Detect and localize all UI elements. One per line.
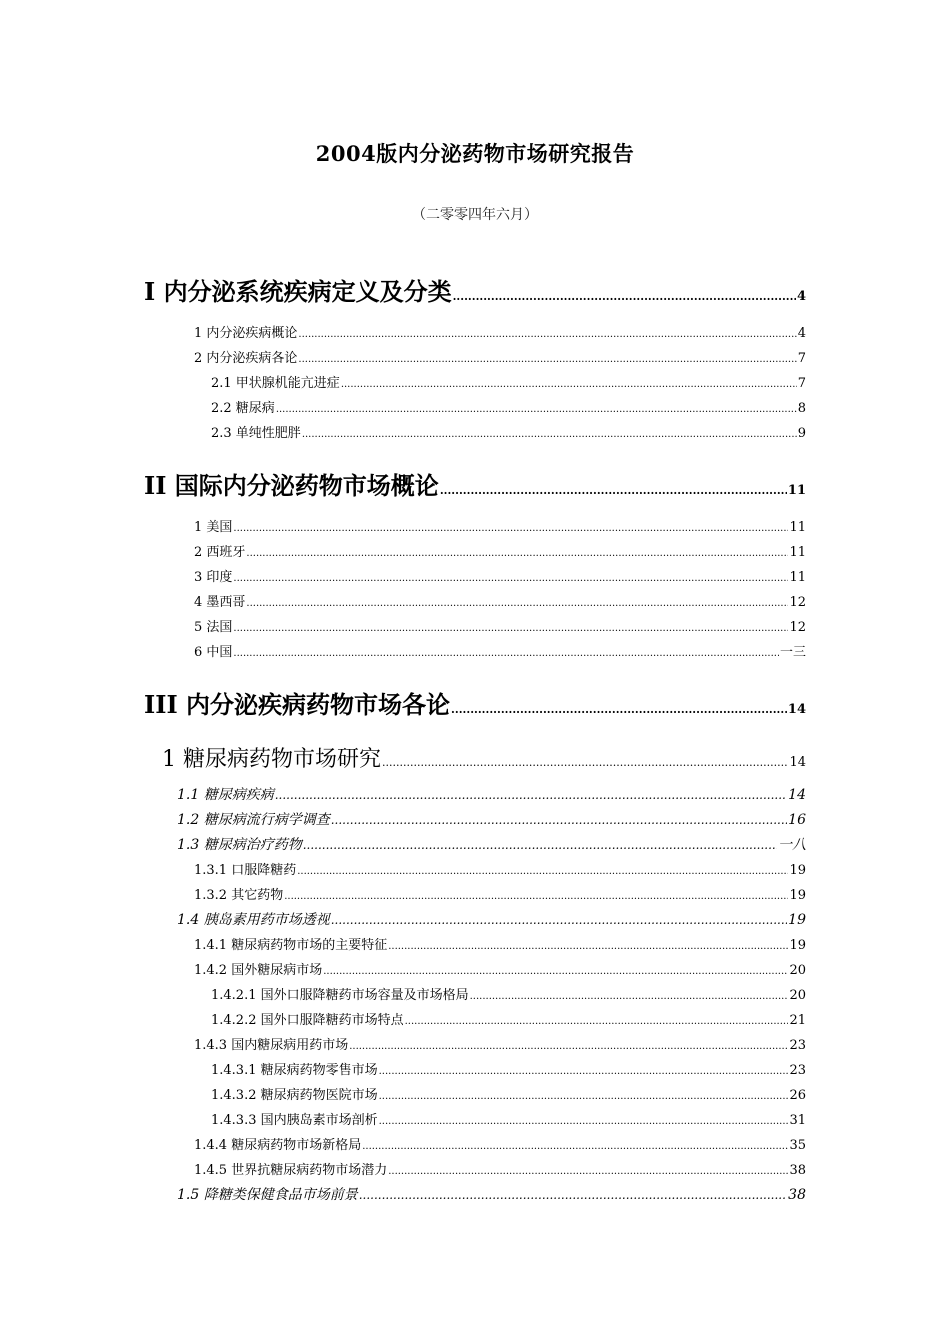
toc-entry[interactable] — [194, 322, 806, 341]
toc-dot-leader — [298, 354, 796, 365]
toc-page-number: 38 — [789, 1163, 806, 1178]
toc-entry-label: 5 法国 — [194, 620, 233, 635]
toc-page-number: 26 — [789, 1088, 806, 1103]
toc-entry-label: 4 墨西哥 — [194, 595, 246, 610]
toc-page-number: 21 — [789, 1013, 806, 1028]
toc-entry-label: 2.1 甲状腺机能亢进症 — [211, 376, 340, 391]
toc-page-number: 11 — [789, 570, 806, 585]
toc-page-number: 19 — [789, 863, 806, 878]
toc-entry[interactable] — [144, 272, 806, 307]
toc-dot-leader — [379, 1116, 789, 1127]
toc-dot-leader — [233, 623, 788, 634]
toc-dot-leader — [388, 941, 788, 952]
toc-dot-leader — [331, 913, 787, 927]
toc-page-number: 11 — [789, 545, 806, 560]
toc-entry[interactable] — [194, 591, 806, 610]
toc-dot-leader — [359, 1188, 787, 1202]
toc-entry[interactable] — [211, 1084, 806, 1103]
toc-page-number: 9 — [797, 426, 806, 441]
toc-dot-leader — [451, 703, 787, 716]
toc-page-number: 14 — [787, 702, 806, 717]
toc-entry-label: 1.3 糖尿病治疗药物 — [177, 837, 302, 853]
toc-dot-leader — [303, 838, 777, 852]
toc-entry-label: 1.4.3 国内糖尿病用药市场 — [194, 1038, 349, 1053]
toc-entry-label: 1.4.1 糖尿病药物市场的主要特征 — [194, 938, 388, 953]
toc-entry[interactable] — [194, 347, 806, 366]
toc-entry[interactable] — [177, 834, 806, 854]
toc-page-number: 14 — [788, 787, 806, 803]
toc-entry-label: 2 西班牙 — [194, 545, 246, 560]
toc-entry-label: 1.1 糖尿病疾病 — [177, 787, 274, 803]
toc-entry-label: 1 美国 — [194, 520, 233, 535]
toc-entry-label: 1.3.2 其它药物 — [194, 888, 284, 903]
toc-entry[interactable] — [194, 541, 806, 560]
toc-entry[interactable] — [162, 742, 806, 773]
toc-entry[interactable] — [194, 1134, 806, 1153]
toc-entry[interactable] — [177, 1184, 806, 1204]
toc-dot-leader — [388, 1166, 788, 1177]
toc-dot-leader — [233, 573, 788, 584]
toc-entry-label: 1.4.2 国外糖尿病市场 — [194, 963, 323, 978]
toc-dot-leader — [323, 966, 788, 977]
toc-entry[interactable] — [211, 1059, 806, 1078]
toc-dot-leader — [440, 484, 787, 497]
toc-page-number: 23 — [789, 1038, 806, 1053]
toc-entry[interactable] — [177, 909, 806, 929]
toc-dot-leader — [341, 379, 797, 390]
toc-entry[interactable] — [211, 372, 806, 391]
toc-page-number: 一三 — [779, 645, 806, 660]
toc-dot-leader — [349, 1041, 788, 1052]
toc-entry-label: 6 中国 — [194, 645, 233, 660]
document-title: 2004版内分泌药物市场研究报告 — [315, 141, 635, 166]
toc-entry[interactable] — [194, 616, 806, 635]
toc-entry[interactable] — [194, 516, 806, 535]
toc-page-number: 20 — [789, 963, 806, 978]
toc-dot-leader — [405, 1016, 789, 1027]
toc-page-number: 4 — [796, 289, 806, 304]
toc-entry-label: 1.4.2.2 国外口服降糖药市场特点 — [211, 1013, 404, 1028]
toc-page-number: 11 — [789, 520, 806, 535]
toc-page-number: 31 — [789, 1113, 806, 1128]
toc-entry[interactable] — [194, 1159, 806, 1178]
toc-page-number: 38 — [788, 1187, 806, 1203]
toc-page-number: 16 — [788, 812, 806, 828]
toc-page-number: 8 — [797, 401, 806, 416]
toc-dot-leader — [382, 756, 788, 769]
toc-page-number: 19 — [788, 912, 806, 928]
toc-entry-label: III 内分泌疾病药物市场各论 — [144, 690, 451, 719]
toc-page-number: 19 — [789, 888, 806, 903]
toc-dot-leader — [453, 290, 796, 303]
toc-entry-label: 1.4.2.1 国外口服降糖药市场容量及市场格局 — [211, 988, 469, 1003]
toc-dot-leader — [276, 404, 797, 415]
toc-dot-leader — [246, 598, 788, 609]
toc-page-number: 19 — [789, 938, 806, 953]
toc-dot-leader — [298, 329, 796, 340]
toc-dot-leader — [302, 429, 797, 440]
toc-entry[interactable] — [194, 1034, 806, 1053]
toc-entry-label: 2.3 单纯性肥胖 — [211, 426, 301, 441]
toc-entry-label: 1.2 糖尿病流行病学调查 — [177, 812, 330, 828]
toc-dot-leader — [284, 891, 788, 902]
toc-entry-label: 2.2 糖尿病 — [211, 401, 275, 416]
toc-page-number: 20 — [789, 988, 806, 1003]
toc-entry-label: 2 内分泌疾病各论 — [194, 351, 298, 366]
toc-entry-label: 1.4.4 糖尿病药物市场新格局 — [194, 1138, 362, 1153]
toc-page-number: 23 — [789, 1063, 806, 1078]
toc-entry-label: 3 印度 — [194, 570, 233, 585]
toc-entry-label: 1.4.3.2 糖尿病药物医院市场 — [211, 1088, 378, 1103]
toc-entry-label: 1 内分泌疾病概论 — [194, 326, 298, 341]
toc-entry[interactable] — [211, 1009, 806, 1028]
toc-entry-label: 1 糖尿病药物市场研究 — [162, 747, 381, 772]
toc-entry[interactable] — [177, 784, 806, 804]
toc-dot-leader — [246, 548, 788, 559]
toc-dot-leader — [379, 1091, 789, 1102]
toc-entry[interactable] — [194, 884, 806, 903]
toc-dot-leader — [362, 1141, 788, 1152]
toc-entry[interactable] — [144, 466, 806, 501]
toc-page-number: 11 — [787, 483, 806, 498]
toc-page-number: 12 — [789, 620, 806, 635]
toc-entry-label: 1.5 降糖类保健食品市场前景 — [177, 1187, 358, 1203]
toc-page-number: 7 — [797, 376, 806, 391]
toc-entry[interactable] — [194, 641, 806, 660]
toc-entry[interactable] — [211, 984, 806, 1003]
toc-page-number: 35 — [789, 1138, 806, 1153]
toc-entry[interactable] — [211, 397, 806, 416]
toc-page-number: 7 — [797, 351, 806, 366]
toc-entry-label: 1.3.1 口服降糖药 — [194, 863, 297, 878]
toc-entry[interactable] — [194, 566, 806, 585]
toc-entry[interactable] — [194, 859, 806, 878]
toc-dot-leader — [233, 648, 779, 659]
toc-entry-label: I 内分泌系统疾病定义及分类 — [144, 277, 452, 306]
toc-dot-leader — [379, 1066, 789, 1077]
toc-page-number: 4 — [797, 326, 806, 341]
toc-entry-label: 1.4 胰岛素用药市场透视 — [177, 912, 330, 928]
toc-entry[interactable] — [194, 959, 806, 978]
toc-page-number: 12 — [789, 595, 806, 610]
toc-dot-leader — [331, 813, 787, 827]
toc-dot-leader — [297, 866, 788, 877]
toc-entry[interactable] — [211, 1109, 806, 1128]
document-date: （二零零四年六月） — [412, 207, 538, 223]
toc-dot-leader — [275, 788, 787, 802]
toc-entry-label: 1.4.3.1 糖尿病药物零售市场 — [211, 1063, 378, 1078]
toc-dot-leader — [470, 991, 789, 1002]
toc-entry-label: 1.4.3.3 国内胰岛素市场剖析 — [211, 1113, 378, 1128]
toc-entry[interactable] — [194, 934, 806, 953]
toc-entry[interactable] — [144, 685, 806, 720]
toc-page-number: 一八 — [778, 837, 806, 853]
toc-entry-label: II 国际内分泌药物市场概论 — [144, 471, 439, 500]
toc-entry-label: 1.4.5 世界抗糖尿病药物市场潜力 — [194, 1163, 388, 1178]
toc-dot-leader — [233, 523, 788, 534]
toc-page-number: 14 — [789, 755, 806, 770]
toc-entry[interactable] — [211, 422, 806, 441]
toc-entry[interactable] — [177, 809, 806, 829]
